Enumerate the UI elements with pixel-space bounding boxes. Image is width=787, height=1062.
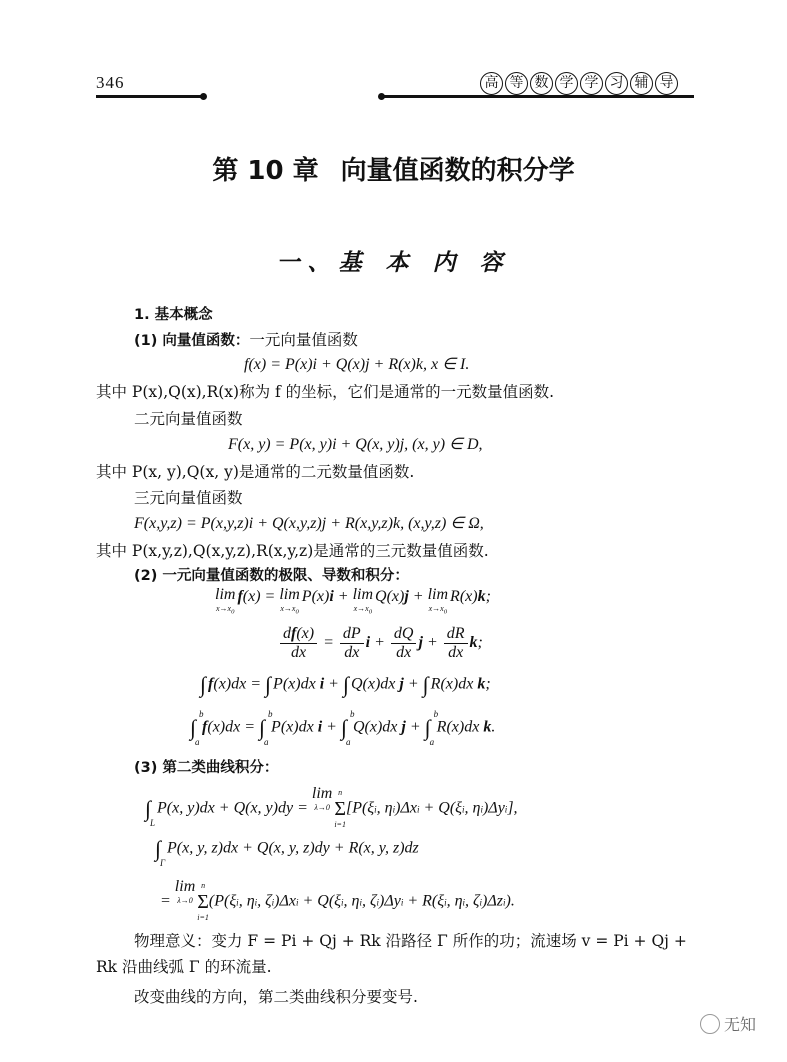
watermark [700,1012,756,1035]
header-rule-dot [200,93,207,100]
equation-limit: lim $x\to x_0$ f(x) = lim $x\to x_0$ P(x)i + lim $x\to x_0$ Q(x)j + lim $x\to x_0$ R(x)k; [215,586,491,616]
paragraph: 二元向量值函数 [134,410,243,428]
series-char: 数 [530,72,553,95]
equation-indefinite-integral: ∫ f(x)dx = ∫ P(x)dx i + ∫ Q(x)dx j + ∫ R(x)dx k; [200,672,491,697]
paragraph: 改变曲线的方向，第二类曲线积分要变号. [134,988,418,1006]
equation: F(x,y,z) = P(x,y,z)i + Q(x,y,z)j + R(x,y,z)k, (x,y,z) ∈ Ω, [134,515,484,532]
series-char: 学 [580,72,603,95]
header-rule-dot [378,93,385,100]
equation: F(x, y) = P(x, y)i + Q(x, y)j, (x, y) ∈ D, [228,436,483,453]
series-char: 习 [605,72,628,95]
chapter-title [0,150,787,187]
equation-line-integral-3d-sum: = lim λ→0 n Σ i=1 (P(ξi, ηi, ζi)Δxi + Q(ξi, ηi, ζi)Δyi + R(ξi, ηi, ζi)Δzi). [160,878,515,922]
equation: f(x) = P(x)i + Q(x)j + R(x)k, x ∈ I. [244,356,470,373]
subheading: (3) 第二类曲线积分： [134,760,279,776]
watermark-text: 无知 [724,1015,757,1034]
paragraph: Rk 沿曲线弧 Γ 的环流量. [96,958,272,976]
paragraph: 三元向量值函数 [134,489,243,507]
series-char: 导 [655,72,678,95]
equation-definite-integral: ∫ b a f(x)dx = ∫ b a P(x)dx i + ∫ b a Q(x)dx j + ∫ b a R(x)dx k. [190,709,496,747]
paragraph: 其中 P(x),Q(x),R(x)称为 f 的坐标，它们是通常的一元数量值函数. [96,383,555,401]
series-char: 辅 [630,72,653,95]
paragraph: 其中 P(x, y),Q(x, y)是通常的二元数量值函数. [96,463,415,481]
paragraph [134,328,358,350]
series-char: 学 [555,72,578,95]
paragraph: 物理意义：变力 F = Pi + Qj + Rk 沿路径 Γ 所作的功；流速场 v = Pi + Qj + [134,932,687,950]
paragraph: 其中 P(x,y,z),Q(x,y,z),R(x,y,z)是通常的三元数量值函数. [96,542,489,560]
chapter-number: 第 10 章 [212,156,319,186]
series-char: 等 [505,72,528,95]
series-char: 高 [480,72,503,95]
subheading: (1) 向量值函数： [134,333,250,349]
header-rule-right [382,95,694,98]
book-series-title [480,72,678,95]
equation-derivative: $\frac{df(x)}{dx}$ = $\frac{dP}{dx}$ i + $\frac{dQ}{dx}$ j + $\frac{dR}{dx}$ k; [278,625,483,662]
equation-line-integral-3d: ∫ Γ P(x, y, z)dx + Q(x, y, z)dy + R(x, y, z)dz [155,836,419,868]
chapter-name: 向量值函数的积分学 [340,156,575,186]
chat-icon [700,1014,720,1034]
text: 一元向量值函数 [249,331,358,349]
item-heading: 1. 基本概念 [134,307,213,323]
section-title: 一、基 本 内 容 [276,250,511,276]
subheading: (2) 一元向量值函数的极限、导数和积分： [134,568,409,584]
header-rule-left [96,95,204,98]
equation-line-integral-2d: ∫ L P(x, y)dx + Q(x, y)dy = lim λ→0 n Σ i=1 [P(ξi, ηi)Δxi + Q(ξi, ηi)Δyi], [145,785,518,829]
page-number: 346 [96,73,125,92]
